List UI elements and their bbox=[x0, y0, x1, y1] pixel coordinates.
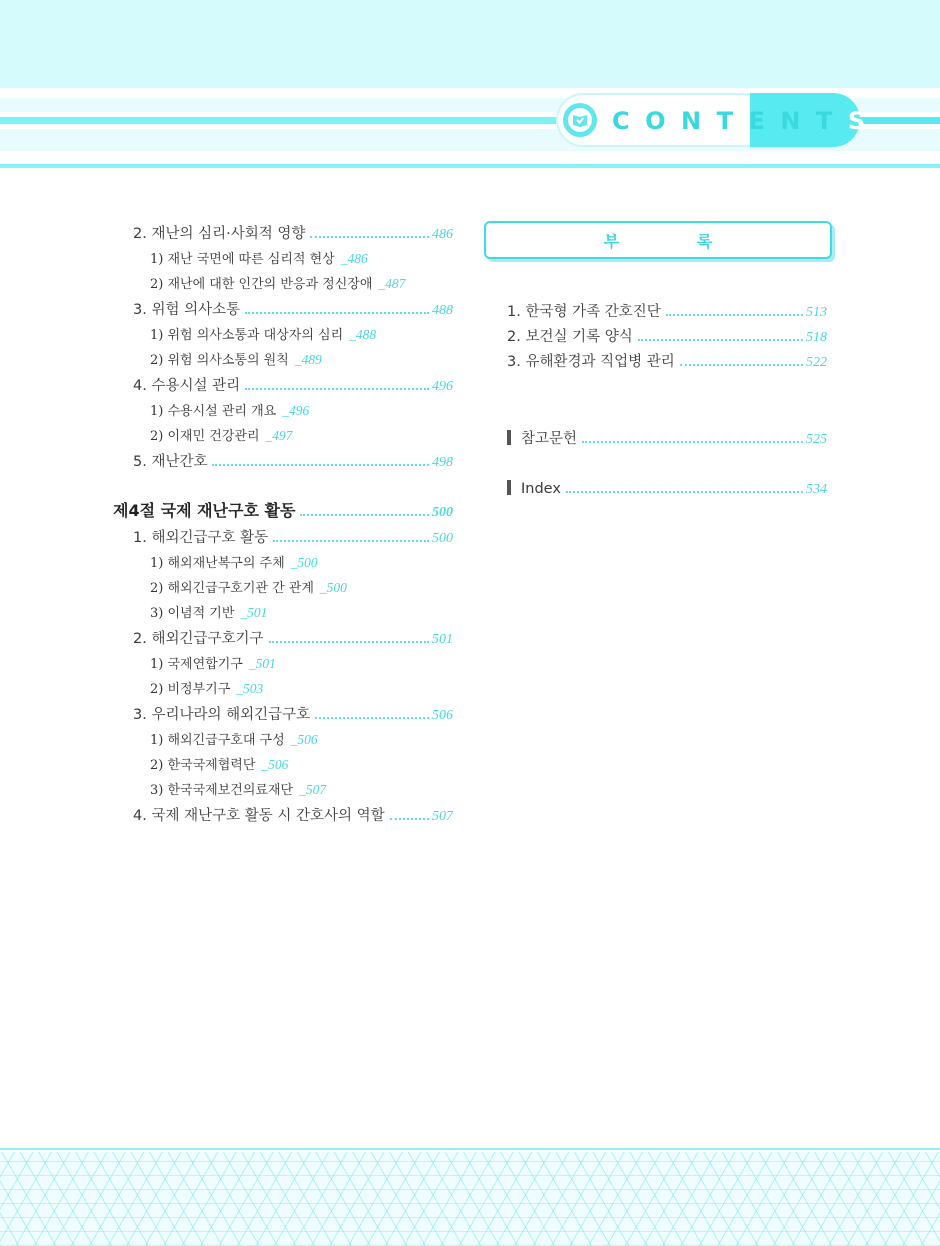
toc-page: 500 bbox=[432, 505, 453, 520]
toc-label: 2. 해외긴급구호기구 bbox=[133, 631, 264, 647]
leader-dots bbox=[212, 464, 429, 466]
toc-entry[interactable] bbox=[133, 298, 453, 319]
toc-page: _496 bbox=[282, 403, 310, 418]
toc-label: 2) 한국국제협력단 bbox=[150, 758, 256, 773]
toc-page: _489 bbox=[294, 352, 322, 367]
toc-label: 2) 이재민 건강관리 bbox=[150, 429, 260, 444]
leader-dots bbox=[566, 491, 803, 493]
toc-page: 486 bbox=[432, 227, 453, 242]
toc-entry-references[interactable] bbox=[507, 427, 827, 448]
book-check-icon bbox=[563, 103, 597, 137]
contents-title bbox=[612, 104, 881, 138]
header-background bbox=[0, 0, 940, 88]
toc-subentry[interactable] bbox=[150, 754, 288, 773]
leader-dots bbox=[390, 818, 429, 820]
toc-label: 1) 수용시설 관리 개요 bbox=[150, 404, 277, 419]
header-divider bbox=[0, 164, 940, 168]
toc-subentry[interactable] bbox=[150, 729, 318, 748]
toc-page: _501 bbox=[248, 656, 276, 671]
toc-page: 506 bbox=[432, 708, 453, 723]
toc-subentry[interactable] bbox=[150, 653, 276, 672]
toc-subentry[interactable] bbox=[150, 779, 326, 798]
toc-page: 501 bbox=[432, 632, 453, 647]
toc-page: _506 bbox=[261, 757, 289, 772]
toc-page: _487 bbox=[378, 276, 406, 291]
toc-label: 1. 해외긴급구호 활동 bbox=[133, 530, 269, 546]
toc-section-label: 제4절 국제 재난구호 활동 bbox=[113, 501, 296, 520]
footer-pattern bbox=[0, 1152, 940, 1246]
toc-entry[interactable] bbox=[507, 350, 827, 371]
toc-subentry[interactable] bbox=[150, 425, 293, 444]
toc-subentry[interactable] bbox=[150, 248, 368, 267]
toc-page: 518 bbox=[806, 330, 827, 345]
toc-section[interactable] bbox=[113, 498, 453, 521]
toc-page: _501 bbox=[240, 605, 268, 620]
toc-page: 525 bbox=[806, 432, 827, 447]
toc-entry[interactable] bbox=[507, 325, 827, 346]
toc-label: 1) 국제연합기구 bbox=[150, 657, 243, 672]
toc-page: _486 bbox=[340, 251, 368, 266]
toc-page: _503 bbox=[236, 681, 264, 696]
toc-label: 1. 한국형 가족 간호진단 bbox=[507, 304, 661, 320]
leader-dots bbox=[245, 312, 429, 314]
bullet-bar bbox=[507, 480, 511, 495]
toc-page: _506 bbox=[290, 732, 318, 747]
toc-page: 513 bbox=[806, 305, 827, 320]
toc-entry[interactable] bbox=[133, 703, 453, 724]
toc-page: 507 bbox=[432, 809, 453, 824]
toc-label: 참고문헌 bbox=[521, 431, 578, 447]
toc-entry[interactable] bbox=[133, 804, 453, 825]
leader-dots bbox=[315, 717, 429, 719]
toc-label: 1) 재난 국면에 따른 심리적 현상 bbox=[150, 252, 335, 267]
toc-page: _497 bbox=[265, 428, 293, 443]
toc-subentry[interactable] bbox=[150, 577, 347, 596]
toc-label: 4. 국제 재난구호 활동 시 간호사의 역할 bbox=[133, 808, 385, 824]
leader-dots bbox=[666, 314, 803, 316]
appendix-header bbox=[484, 221, 832, 259]
toc-entry[interactable] bbox=[133, 450, 453, 471]
leader-dots bbox=[245, 388, 429, 390]
leader-dots bbox=[300, 514, 429, 516]
toc-page: 498 bbox=[432, 455, 453, 470]
toc-label: 2) 비정부기구 bbox=[150, 682, 231, 697]
contents-title-main: CONTENT bbox=[612, 107, 848, 135]
toc-subentry[interactable] bbox=[150, 678, 263, 697]
toc-label: 2) 재난에 대한 인간의 반응과 정신장애 bbox=[150, 277, 373, 292]
leader-dots bbox=[310, 236, 429, 238]
toc-page: 534 bbox=[806, 482, 827, 497]
toc-label: 2) 해외긴급구호기관 간 관계 bbox=[150, 581, 314, 596]
toc-label: 2. 보건실 기록 양식 bbox=[507, 329, 633, 345]
toc-subentry[interactable] bbox=[150, 273, 405, 292]
toc-entry[interactable] bbox=[133, 526, 453, 547]
toc-entry[interactable] bbox=[133, 627, 453, 648]
appendix-title: 부 록 bbox=[603, 231, 749, 251]
toc-label: 3. 위험 의사소통 bbox=[133, 302, 241, 318]
leader-dots bbox=[269, 641, 430, 643]
leader-dots bbox=[273, 540, 429, 542]
toc-entry-index[interactable] bbox=[507, 478, 827, 498]
toc-label: 3. 우리나라의 해외긴급구호 bbox=[133, 707, 311, 723]
toc-label: 1) 해외긴급구호대 구성 bbox=[150, 733, 285, 748]
toc-entry[interactable] bbox=[133, 374, 453, 395]
contents-title-end: S bbox=[847, 107, 881, 135]
toc-page: _507 bbox=[299, 782, 327, 797]
toc-page: 500 bbox=[432, 531, 453, 546]
toc-label: 1) 위험 의사소통과 대상자의 심리 bbox=[150, 328, 344, 343]
toc-label: 3. 유해환경과 직업병 관리 bbox=[507, 354, 675, 370]
toc-label: Index bbox=[521, 481, 561, 497]
toc-page: 488 bbox=[432, 303, 453, 318]
toc-label: 5. 재난간호 bbox=[133, 454, 208, 470]
leader-dots bbox=[680, 364, 803, 366]
toc-page: _488 bbox=[349, 327, 377, 342]
footer-divider bbox=[0, 1148, 940, 1150]
toc-subentry[interactable] bbox=[150, 324, 376, 343]
toc-page: 522 bbox=[806, 355, 827, 370]
toc-label: 1) 해외재난복구의 주체 bbox=[150, 556, 285, 571]
toc-label: 2) 위험 의사소통의 원칙 bbox=[150, 353, 289, 368]
toc-entry[interactable] bbox=[133, 222, 453, 243]
toc-label: 4. 수용시설 관리 bbox=[133, 378, 241, 394]
leader-dots bbox=[582, 441, 803, 443]
toc-label: 3) 이념적 기반 bbox=[150, 606, 235, 621]
toc-label: 3) 한국국제보건의료재단 bbox=[150, 783, 294, 798]
toc-label: 2. 재난의 심리·사회적 영향 bbox=[133, 226, 306, 242]
toc-subentry[interactable] bbox=[150, 552, 318, 571]
toc-page: _500 bbox=[290, 555, 318, 570]
toc-page: _500 bbox=[319, 580, 347, 595]
toc-entry[interactable] bbox=[507, 300, 827, 321]
toc-subentry[interactable] bbox=[150, 349, 322, 368]
leader-dots bbox=[638, 339, 803, 341]
toc-page: 496 bbox=[432, 379, 453, 394]
toc-subentry[interactable] bbox=[150, 602, 267, 621]
toc-subentry[interactable] bbox=[150, 400, 309, 419]
bullet-bar bbox=[507, 430, 511, 445]
